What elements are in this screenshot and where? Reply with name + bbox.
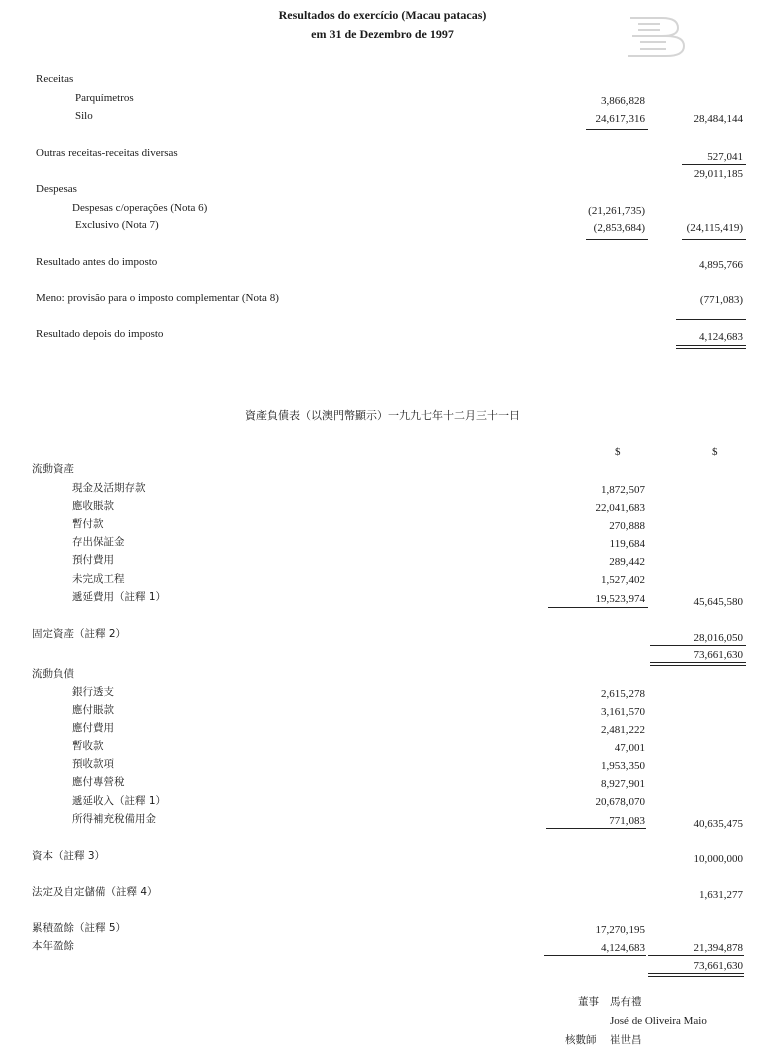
wip-label: 未完成工程 [72, 573, 125, 585]
parquimetros-label: Parquímetros [75, 92, 134, 104]
capital-label: 資本（註釋 3） [32, 850, 106, 862]
rule [676, 348, 746, 349]
advance-recv-value: 1,953,350 [601, 760, 645, 772]
current-assets-label: 流動資產 [32, 463, 74, 475]
assets-total: 73,661,630 [693, 649, 743, 661]
cash-label: 現金及活期存款 [72, 482, 146, 494]
overdraft-value: 2,615,278 [601, 688, 645, 700]
balance-title: 資產負債表（以澳門幣顯示）一九九七年十二月三十一日 [245, 409, 520, 422]
currency-col1: $ [615, 446, 621, 458]
rule [586, 239, 648, 240]
rule [648, 973, 744, 974]
deposit-value: 119,684 [609, 538, 645, 550]
parquimetros-value: 3,866,828 [601, 95, 645, 107]
director-name-pt: José de Oliveira Maio [610, 1015, 707, 1027]
current-liab-label: 流動負債 [32, 668, 74, 680]
rule [586, 129, 648, 130]
rule [648, 955, 744, 956]
current-liab-total: 40,635,475 [693, 818, 743, 830]
rule [676, 319, 746, 320]
fixed-assets-value: 28,016,050 [693, 632, 743, 644]
retained-label: 累積盈餘（註釋 5） [32, 922, 127, 934]
auditor-label: 核數師 [565, 1034, 597, 1046]
accrued-value: 2,481,222 [601, 724, 645, 736]
prepaid-value: 289,442 [609, 556, 645, 568]
income-title-line1: Resultados do exercício (Macau patacas) [278, 8, 487, 22]
fixed-assets-label: 固定資產（註釋 2） [32, 628, 127, 640]
equity-total: 21,394,878 [693, 942, 743, 954]
meno-label: Meno: provisão para o imposto complementar (Nota 8) [36, 292, 279, 304]
rule [676, 345, 746, 346]
desp-oper-value: (21,261,735) [588, 205, 645, 217]
outras-label: Outras receitas-receitas diversas [36, 147, 178, 159]
retained-value: 17,270,195 [595, 924, 645, 936]
receivable-value: 22,041,683 [595, 502, 645, 514]
advance-recv-label: 預收款項 [72, 758, 114, 770]
exclusivo-label: Exclusivo (Nota 7) [75, 219, 159, 231]
temp-recv-value: 47,001 [614, 742, 645, 754]
capital-value: 10,000,000 [693, 853, 743, 865]
tax-prov-value: 771,083 [609, 815, 645, 827]
rule [648, 976, 744, 977]
desp-oper-label: Despesas c/operações (Nota 6) [72, 202, 208, 214]
year-profit-value: 4,124,683 [601, 942, 645, 954]
deposit-label: 存出保証金 [72, 536, 125, 548]
franchise-tax-value: 8,927,901 [601, 778, 645, 790]
receitas-total: 28,484,144 [693, 113, 743, 125]
wip-value: 1,527,402 [601, 574, 645, 586]
cash-value: 1,872,507 [601, 484, 645, 496]
rule [650, 645, 746, 646]
meno-value: (771,083) [699, 294, 743, 306]
subtotal-value: 29,011,185 [693, 168, 743, 180]
director-label: 董事 [578, 996, 599, 1008]
exclusivo-value: (2,853,684) [593, 222, 645, 234]
deferred-exp-value: 19,523,974 [595, 593, 645, 605]
silo-label: Silo [75, 110, 93, 122]
payable-label: 應付賬款 [72, 704, 114, 716]
rule [548, 607, 648, 608]
accrued-label: 應付費用 [72, 722, 114, 734]
director-name-zh: 馬有禮 [610, 996, 642, 1008]
reserves-label: 法定及自定儲備（註釋 4） [32, 886, 158, 898]
rule [682, 239, 746, 240]
payable-value: 3,161,570 [601, 706, 645, 718]
temp-recv-label: 暫收款 [72, 740, 104, 752]
receivable-label: 應收賬款 [72, 500, 114, 512]
antes-label: Resultado antes do imposto [36, 256, 158, 268]
tax-prov-label: 所得補充稅備用金 [72, 813, 156, 825]
rule [650, 665, 746, 666]
outras-value: 527,041 [707, 151, 743, 163]
receitas-label: Receitas [36, 73, 74, 85]
advance-value: 270,888 [609, 520, 645, 532]
deferred-inc-label: 遞延收入（註釋 1） [72, 795, 167, 807]
depois-label: Resultado depois do imposto [36, 328, 164, 340]
despesas-total: (24,115,419) [686, 222, 743, 234]
rule [682, 164, 746, 165]
deferred-exp-label: 遞延費用（註釋 1） [72, 591, 167, 603]
prepaid-label: 預付費用 [72, 554, 114, 566]
year-profit-label: 本年盈餘 [32, 940, 74, 952]
deferred-inc-value: 20,678,070 [595, 796, 645, 808]
currency-col2: $ [712, 446, 718, 458]
silo-value: 24,617,316 [595, 113, 645, 125]
income-title-line2: em 31 de Dezembro de 1997 [311, 27, 454, 41]
rule [546, 828, 646, 829]
reserves-value: 1,631,277 [699, 889, 743, 901]
rule [650, 662, 746, 663]
rule [544, 955, 646, 956]
despesas-label: Despesas [36, 183, 77, 195]
antes-value: 4,895,766 [699, 259, 743, 271]
current-assets-total: 45,645,580 [693, 596, 743, 608]
advance-label: 暫付款 [72, 518, 104, 530]
overdraft-label: 銀行透支 [72, 686, 114, 698]
grand-total: 73,661,630 [693, 960, 743, 972]
franchise-tax-label: 應付專營稅 [72, 776, 125, 788]
auditor-name: 崔世昌 [610, 1034, 642, 1046]
depois-value: 4,124,683 [699, 331, 743, 343]
